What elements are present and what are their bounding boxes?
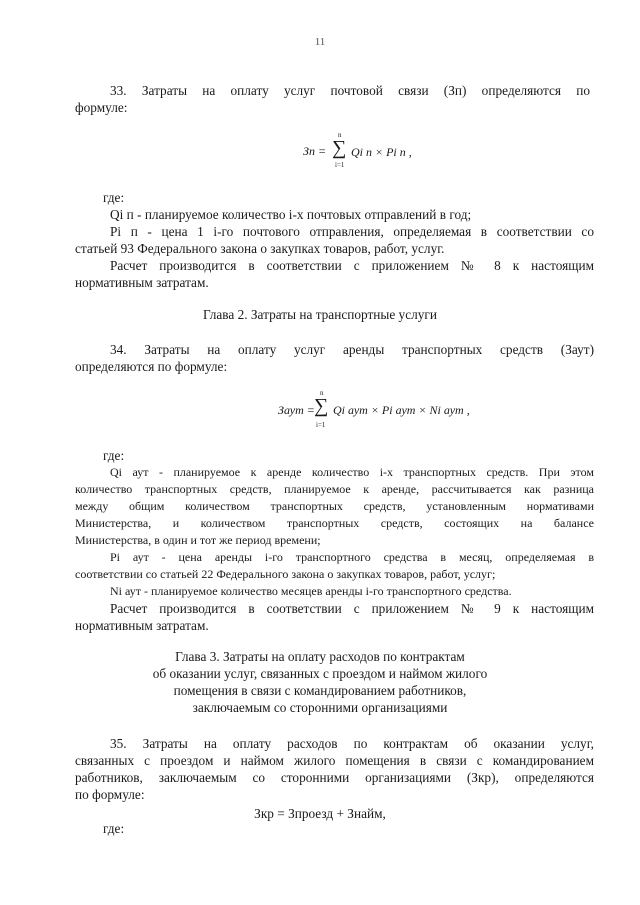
formula-34-lower: i=1 [316,421,326,429]
where-2-line-2: количество транспортных средств, планируемое к аренде, рассчитывается как разница [75,482,594,496]
formula-33-upper: n [338,131,342,139]
formula-33-sigma: ∑ [332,137,347,159]
p35-line-4: по формуле: [75,787,145,802]
where-2-line-8: Ni аут - планируемое количество месяцев аренды i-го транспортного средства. [110,584,512,598]
where-2-line-9: Расчет производится в соответствии с приложением № 9 к настоящим [110,601,594,616]
where-2-line-6: Pi аут - цена аренды i-го транспортного средства в месяц, определяемая в [110,550,594,564]
where-1-label: где: [103,190,125,205]
formula-33-lower: i=1 [335,161,345,169]
p33-line-1: 33. Затраты на оплату услуг почтовой связи (Зп) определяются по [110,83,590,98]
p35-line-1: 35. Затраты на оплату расходов по контрактам об оказании услуг, [110,736,594,751]
where-1-line-1: Qi п - планируемое количество i-х почтовых отправлений в год; [110,207,472,222]
p35-line-3: работников, заключаемым со сторонними организациями (Зкр), определяются [75,770,594,785]
where-1-line-3: статьей 93 Федерального закона о закупках товаров, работ, услуг. [75,241,445,256]
chapter-3-heading-line-1: Глава 3. Затраты на оплату расходов по контрактам [175,649,465,664]
page-number: 11 [314,36,326,48]
p35-line-2: связанных с проездом и наймом жилого помещения в связи с командированием [75,753,594,768]
where-1-line-5: нормативным затратам. [75,275,209,290]
formula-34-sigma: ∑ [314,395,329,417]
formula-33-body: Qi п × Pi п , [351,145,412,159]
where-2-line-3: между общим количеством транспортных средств, установленным нормативами [75,499,594,513]
chapter-2-heading: Глава 2. Затраты на транспортные услуги [203,307,437,322]
where-2-line-1: Qi аут - планируемое к аренде количество i-х транспортных средств. При этом [110,465,594,479]
formula-33-lhs: Зп = [303,144,327,158]
where-1-line-2: Pi п - цена 1 i-го почтового отправления, определяемая в соответствии со [110,224,594,239]
where-2-line-7: соответствии со статьей 22 Федерального закона о закупках товаров, работ, услуг; [75,567,496,581]
chapter-3-heading-line-2: об оказании услуг, связанных с проездом и наймом жилого [152,666,488,681]
p34-line-2: определяются по формуле: [75,359,228,374]
formula-34-upper: n [320,389,324,397]
chapter-3-heading-line-4: заключаемым со сторонними организациями [192,700,448,715]
chapter-3-heading-line-3: помещения в связи с командированием работников, [173,683,467,698]
p34-line-1: 34. Затраты на оплату услуг аренды транспортных средств (Заут) [110,342,594,357]
where-2-line-4: Министерства, и количеством транспортных средств, состоящих на балансе [75,516,594,530]
where-3-label: где: [103,821,125,836]
formula-34-body: Qi аут × Pi аут × Ni аут , [333,403,470,417]
formula-34-lhs: Заут = [278,403,315,417]
where-2-label: где: [103,448,125,463]
formula-35: Зкр = Зпроезд + Знайм, [254,806,386,821]
where-2-line-5: Министерства, в один и тот же период времени; [75,533,321,547]
p33-line-2: формуле: [75,100,128,115]
where-2-line-10: нормативным затратам. [75,618,209,633]
where-1-line-4: Расчет производится в соответствии с приложением № 8 к настоящим [110,258,594,273]
